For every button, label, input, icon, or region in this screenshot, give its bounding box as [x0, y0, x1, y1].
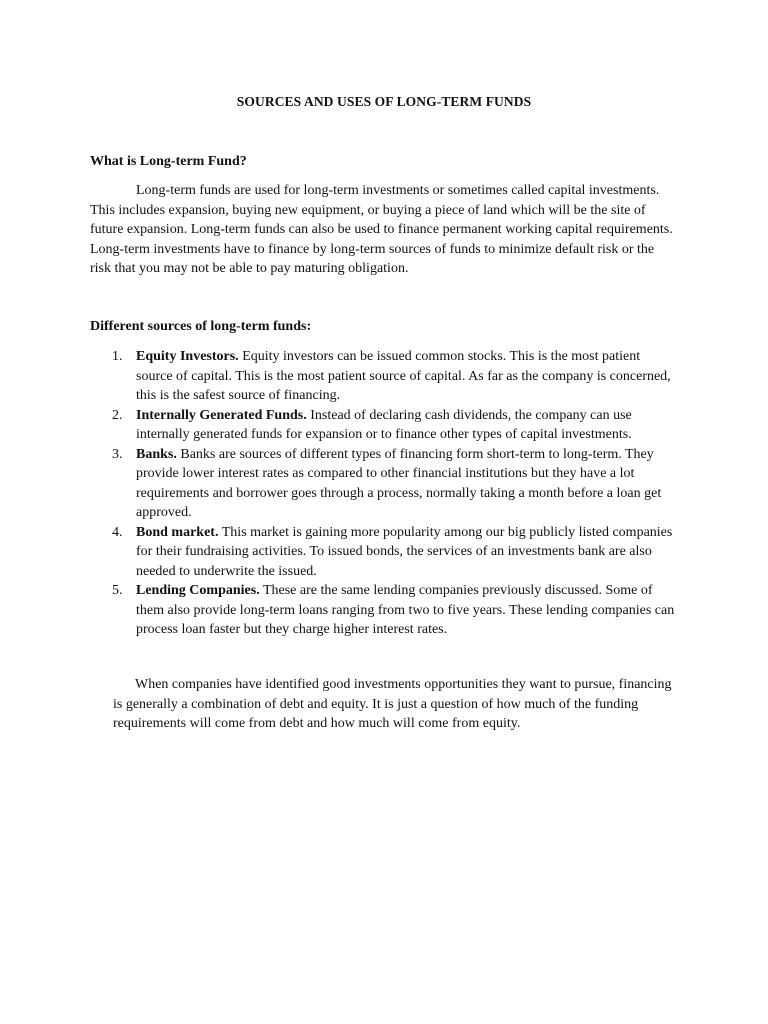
- list-item-term: Internally Generated Funds.: [136, 407, 307, 423]
- list-item-number: 1.: [112, 349, 123, 364]
- section-heading-sources: Different sources of long-term funds:: [90, 319, 312, 334]
- sources-list: [90, 347, 678, 640]
- list-item: [90, 581, 678, 640]
- list-item-term: Bond market.: [136, 524, 219, 540]
- list-item-number: 3.: [112, 446, 123, 462]
- list-item: [90, 445, 678, 523]
- list-item: [90, 523, 678, 582]
- section-heading-what-is-long-term-fund: What is Long-term Fund?: [90, 154, 247, 169]
- list-item-term: Banks.: [136, 446, 177, 462]
- list-item-number: 2.: [112, 407, 123, 423]
- list-item-text: These are the same lending companies previously discussed. Some of them also provide long-term loans ranging from two to five years. These lending companies can process loan faster but they charge higher interest rates.: [136, 583, 675, 637]
- list-item-number: 5.: [112, 583, 123, 598]
- list-item-text: Instead of declaring cash dividends, the company can use internally generated funds for expansion or to finance other types of capital investments.: [136, 407, 632, 442]
- list-item-text: This market is gaining more popularity among our big publicly listed companies for their fundraising activities. To issued bonds, the services of an investments bank are also needed to underwrite the issued.: [136, 524, 673, 579]
- list-item: [90, 406, 678, 445]
- list-item-number: 4.: [112, 524, 123, 540]
- list-item-term: Equity Investors.: [136, 349, 239, 364]
- list-item-text: Equity investors can be issued common stocks. This is the most patient source of capital. This is the most patient source of capital. As far as the company is concerned, this is the safest source of financing.: [136, 349, 671, 403]
- list-item-term: Lending Companies.: [136, 583, 260, 598]
- list-item-text: Banks are sources of different types of financing form short-term to long-term. They provide lower interest rates as compared to other financial institutions but they have a lot requirements and borrower goes through a process, normally taking a month before a loan get approved.: [136, 446, 662, 520]
- intro-paragraph: Long-term funds are used for long-term investments or sometimes called capital investments. This includes expansion, buying new equipment, or buying a piece of land which will be the site of future expansion. Long-term funds can also be used to finance permanent working capital requirements. Long-term investments have to finance by long-term sources of funds to minimize default risk or the risk that you may not be able to pay maturing obligation.: [90, 183, 673, 276]
- document-title: SOURCES AND USES OF LONG-TERM FUNDS: [236, 94, 532, 109]
- closing-paragraph: When companies have identified good investments opportunities they want to pursue, financing is generally a combination of debt and equity. It is just a question of how much of the funding requirements will come from debt and how much will come from equity.: [113, 677, 672, 731]
- list-item: [90, 347, 678, 406]
